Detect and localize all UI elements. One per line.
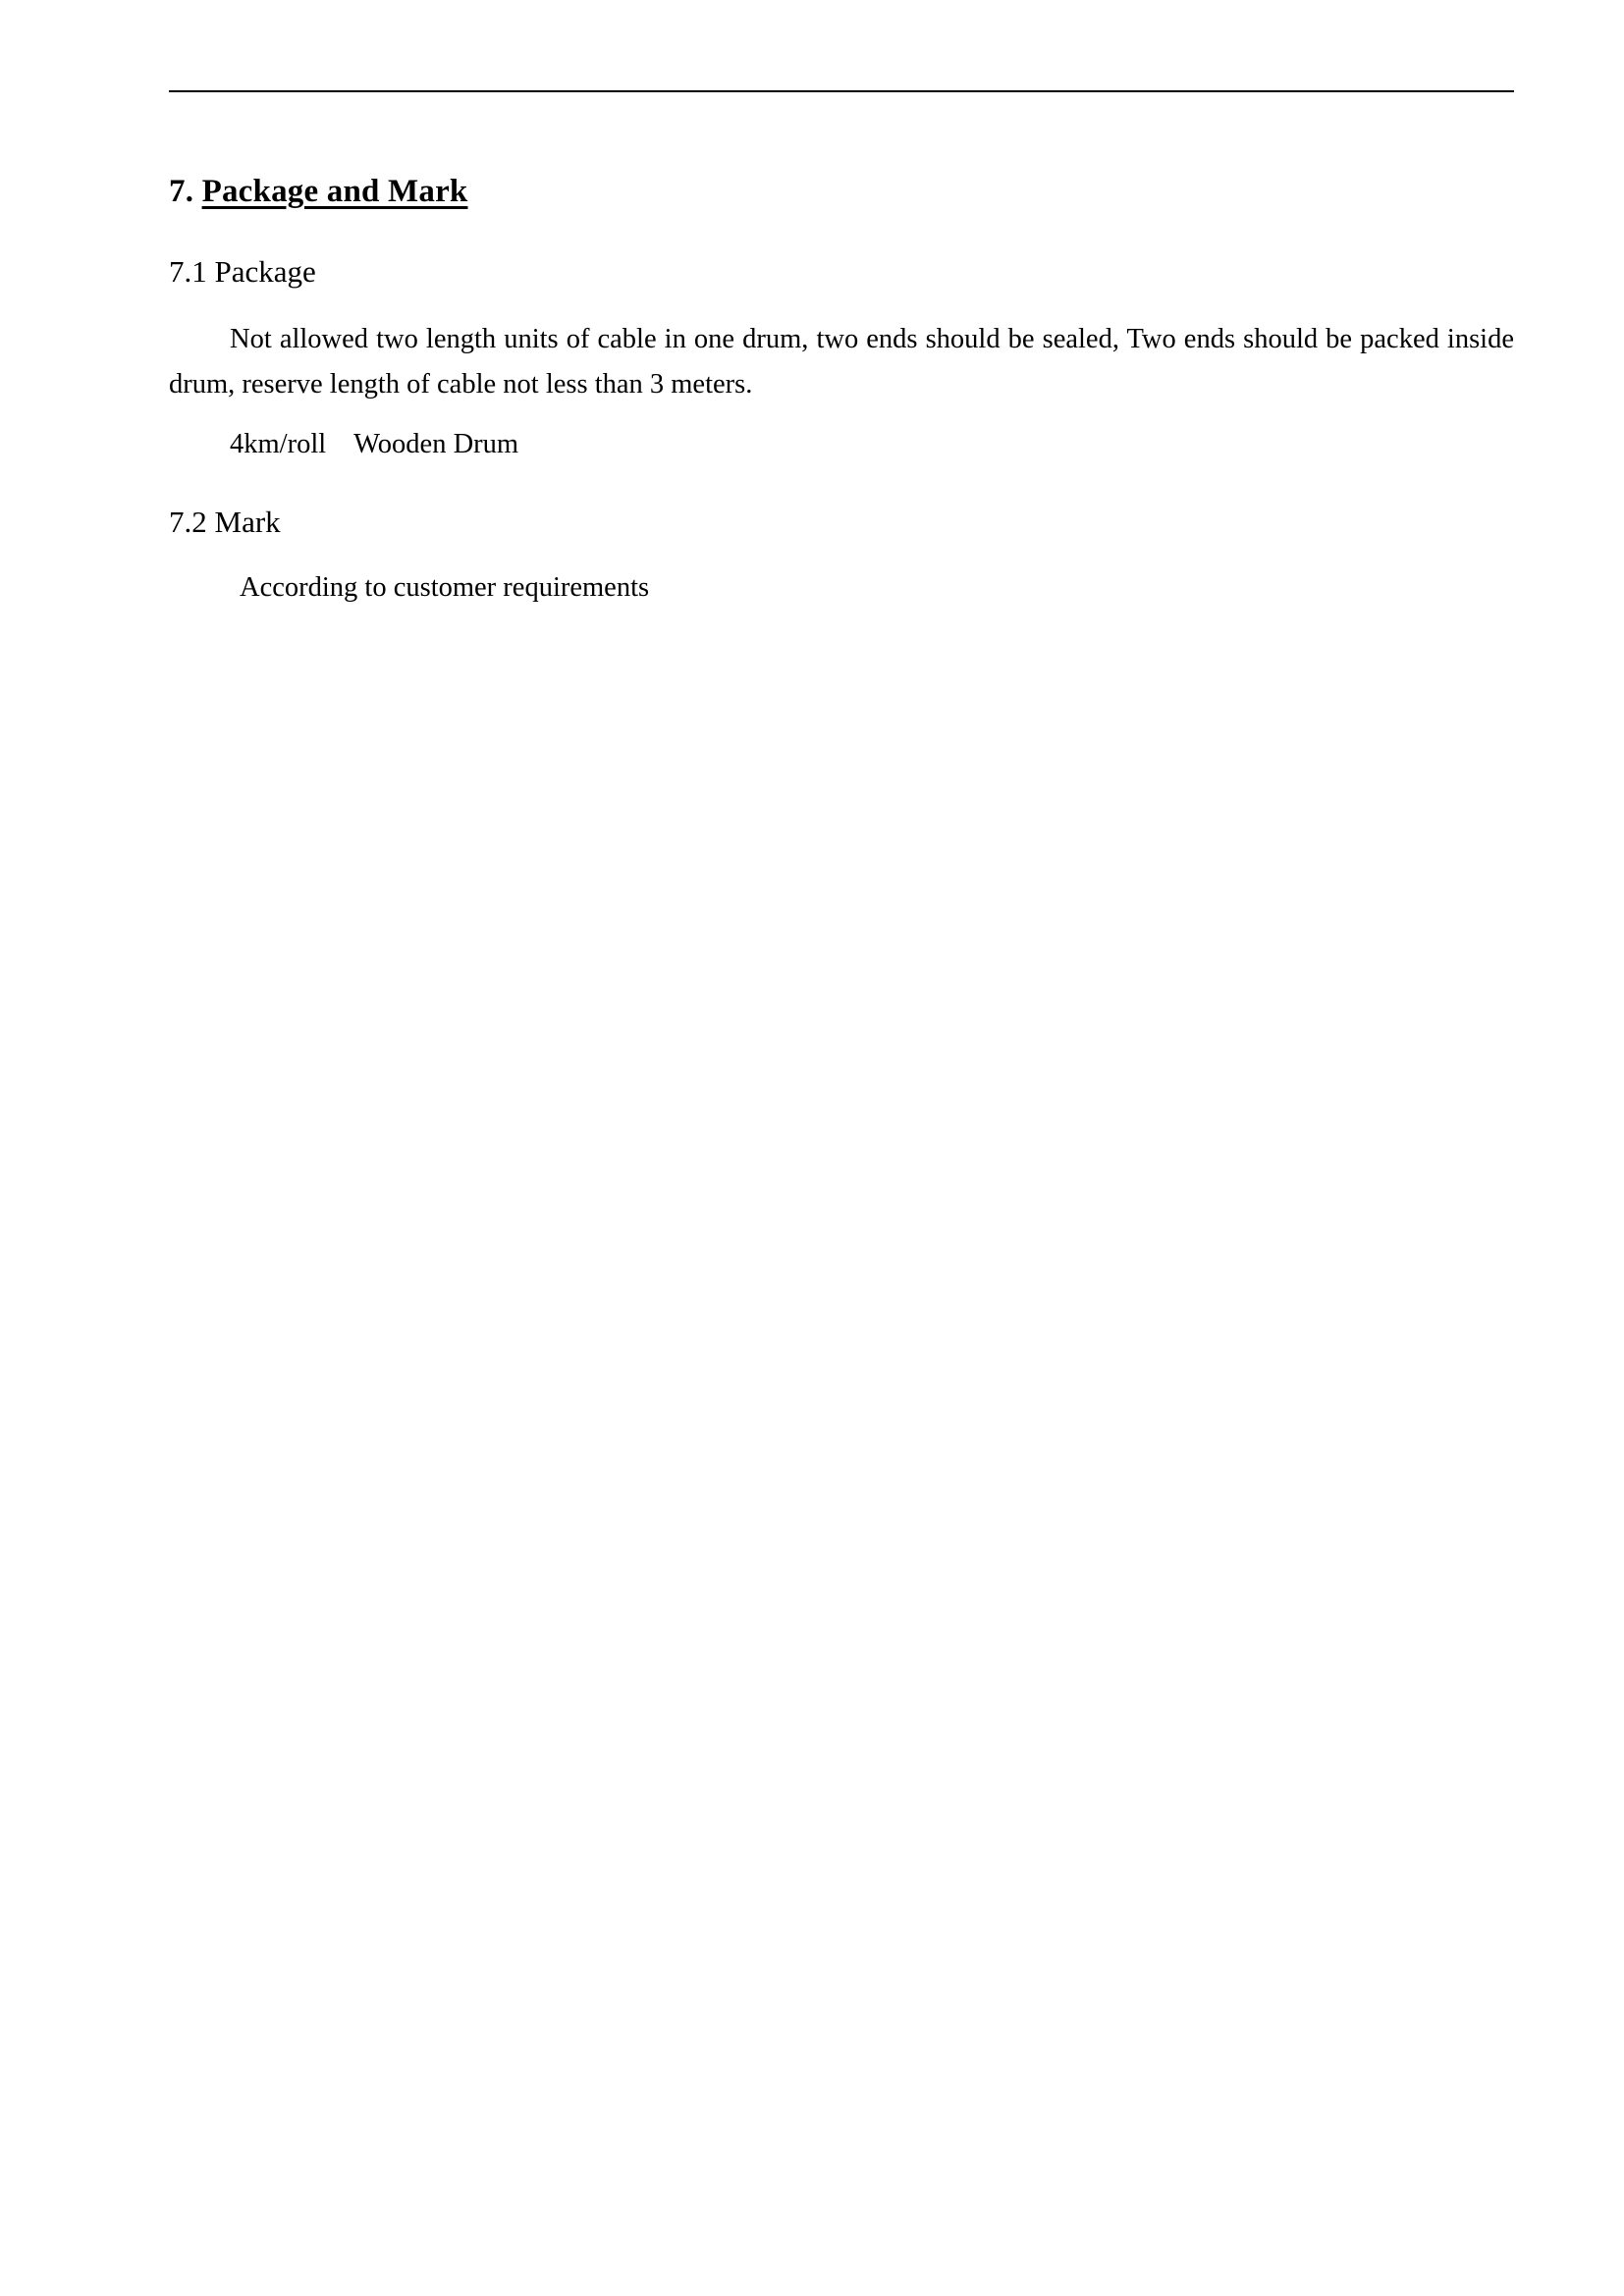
mark-paragraph: According to customer requirements <box>240 572 650 604</box>
subsection-heading-mark: 7.2 Mark <box>169 505 281 540</box>
section-number: 7. <box>169 174 194 209</box>
package-spec-line <box>230 429 1514 460</box>
page-title <box>169 174 1514 210</box>
page-content <box>169 0 1514 604</box>
package-quantity: 4km/roll <box>230 429 327 460</box>
subsection-heading-package: 7.1 Package <box>169 254 316 289</box>
section-title-label: Package and Mark <box>201 174 468 209</box>
header-divider <box>169 90 1514 92</box>
package-paragraph: Not allowed two length units of cable in one drum, two ends should be sealed, Two ends should be packed inside drum, reserve length of cable not less than 3 meters. <box>169 324 1514 400</box>
package-type: Wooden Drum <box>353 429 519 460</box>
